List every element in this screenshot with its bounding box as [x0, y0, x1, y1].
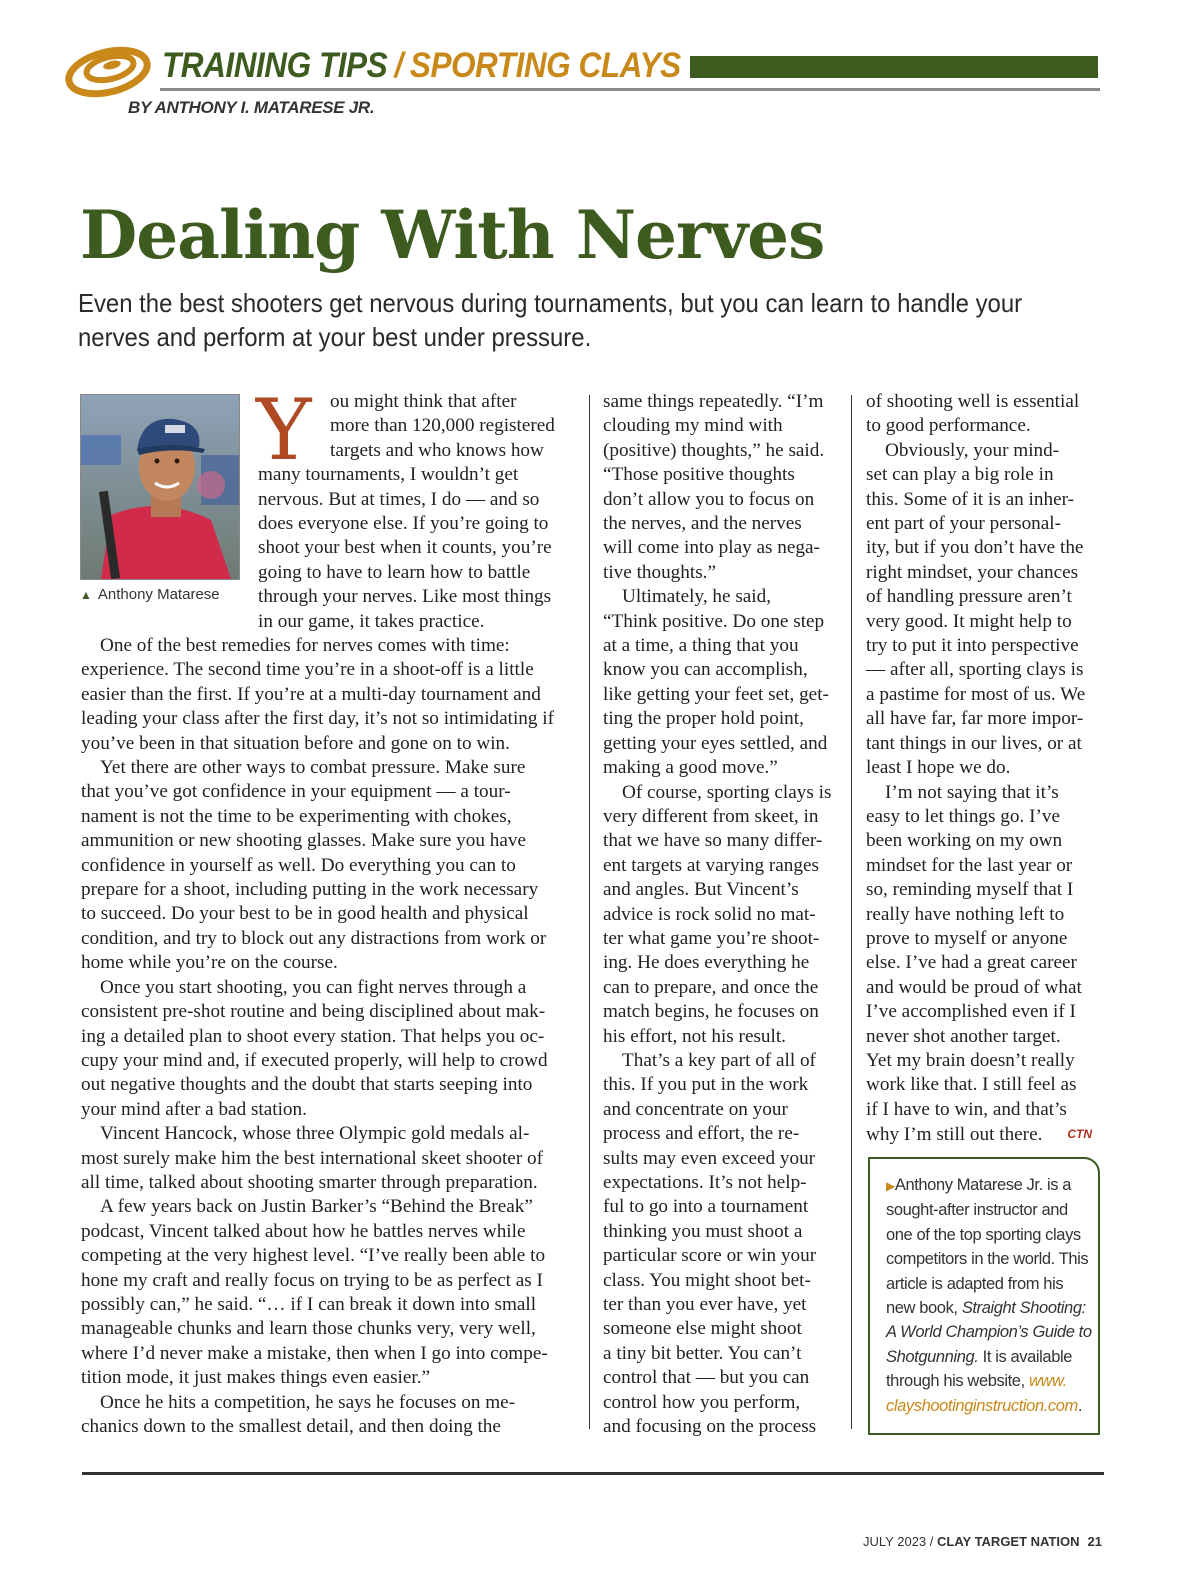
- text-line: same things repeatedly. “I’m: [603, 391, 824, 412]
- website-link[interactable]: www.: [1028, 1372, 1067, 1391]
- text-line: tant things in our lives, or at: [866, 732, 1082, 754]
- book-title: A World Champion’s Guide to: [886, 1323, 1092, 1342]
- text-line: right mindset, your chances: [866, 561, 1079, 583]
- text-line: ing a detailed plan to shoot every station. That helps you oc-: [81, 1025, 545, 1047]
- paragraph: [866, 439, 1106, 781]
- section-heading: [162, 46, 681, 86]
- text-line: prove to myself or anyone: [866, 927, 1068, 949]
- text-line: to succeed. Do your best to be in good health and physical: [81, 903, 529, 925]
- text-line: to good performance.: [866, 415, 1031, 437]
- text-line: Vincent Hancock, whose three Olympic gold medals al-: [100, 1123, 530, 1145]
- text-line: of handling pressure aren’t: [866, 586, 1072, 608]
- text-line: ent part of your personal-: [866, 513, 1062, 535]
- text-line: ter what game you’re shoot-: [603, 927, 820, 949]
- text-line: been working on my own: [866, 830, 1063, 852]
- book-title: Straight Shooting:: [961, 1299, 1086, 1318]
- text-line: podcast, Vincent talked about how he battles nerves while: [81, 1220, 526, 1242]
- header-bar: [690, 56, 1098, 78]
- text-line: of shooting well is essential: [866, 391, 1080, 412]
- text-line: shoot your best when it counts, you’re: [258, 537, 552, 559]
- text-line: least I hope we do.: [866, 757, 1011, 779]
- text-line: ou might think that after: [330, 391, 517, 412]
- section-separator: /: [394, 46, 403, 85]
- bio-line: [886, 1369, 1084, 1393]
- text-line: that we have so many differ-: [603, 830, 823, 852]
- paragraph: [866, 390, 1106, 439]
- bio-line: article is adapted from his: [886, 1274, 1064, 1293]
- text-line: tive thoughts.”: [603, 561, 716, 583]
- column-1-body: [81, 634, 581, 1439]
- author-photo: [80, 394, 240, 580]
- bio-line: [886, 1296, 1084, 1320]
- bio-line: [886, 1345, 1084, 1369]
- text-line: — after all, sporting clays is: [866, 659, 1084, 681]
- text-line: making a good move.”: [603, 757, 778, 779]
- text-line: and focusing on the process: [603, 1416, 817, 1438]
- bio-text: It is available: [978, 1347, 1073, 1366]
- text-line: very different from skeet, in: [603, 805, 819, 827]
- column-3: [866, 390, 1106, 1148]
- paragraph: [603, 390, 843, 585]
- text-line: ity, but if you don’t have the: [866, 537, 1084, 559]
- text-line: expectations. It’s not help-: [603, 1172, 807, 1193]
- text-line: advice is rock solid no mat-: [603, 903, 816, 925]
- text-line: clouding my mind with: [603, 415, 783, 437]
- text-line: does everyone else. If you’re going to: [258, 513, 549, 535]
- drop-cap: Y: [256, 381, 312, 479]
- author-bio-box: [868, 1157, 1100, 1435]
- bio-text: Anthony Matarese Jr. is a: [894, 1176, 1072, 1194]
- text-line: else. I’ve had a great career: [866, 952, 1077, 974]
- bio-line: [886, 1173, 1084, 1198]
- bio-text: through his website,: [886, 1372, 1029, 1391]
- paragraph: [81, 976, 581, 1122]
- text-line: experience. The second time you’re in a shoot-off is a little: [81, 659, 534, 681]
- text-line: more than 120,000 registered: [330, 415, 555, 437]
- text-line: A few years back on Justin Barker’s “Behind the Break”: [100, 1196, 533, 1218]
- end-mark-logo: CTN: [1067, 1127, 1093, 1142]
- text-line: set can play a big role in: [866, 464, 1054, 486]
- text-line: sults may even exceed your: [603, 1147, 816, 1169]
- website-link[interactable]: clayshootinginstruction.com: [886, 1396, 1078, 1415]
- text-line: you’ve been in that situation before and gone on to win.: [81, 732, 510, 754]
- text-line: hone my craft and really focus on trying to be as perfect as I: [81, 1269, 543, 1291]
- text-line: easy to let things go. I’ve: [866, 805, 1060, 827]
- text-line: targets and who knows how: [330, 439, 544, 461]
- text-line: a pastime for most of us. We: [866, 683, 1086, 705]
- paragraph: [603, 1049, 843, 1440]
- article-title: Dealing With Nerves: [80, 196, 825, 274]
- magazine-name: CLAY TARGET NATION: [937, 1534, 1080, 1549]
- text-line: in our game, it takes practice.: [258, 610, 485, 632]
- text-line: possibly can,” he said. “… if I can break it down into small: [81, 1293, 537, 1315]
- text-line: (positive) thoughts,” he said.: [603, 439, 825, 461]
- text-line: competing at the very highest level. “I’ve really been able to: [81, 1245, 546, 1267]
- text-line: try to put it into perspective: [866, 635, 1079, 657]
- text-line: a tiny bit better. You can’t: [603, 1342, 802, 1364]
- caption-text: Anthony Matarese: [97, 586, 220, 603]
- text-line: many tournaments, I wouldn’t get: [258, 464, 519, 486]
- text-line: Obviously, your mind-: [885, 439, 1060, 461]
- paragraph: [256, 381, 578, 634]
- text-line: tition mode, it just makes things even easier.”: [81, 1367, 431, 1389]
- text-line: through your nerves. Like most things: [258, 586, 552, 608]
- paragraph: [81, 1391, 581, 1440]
- text-line: [847, 1122, 1106, 1147]
- article-dek: Even the best shooters get nervous during tournaments, but you can learn to handle your nerves and perform at your best under pressure.: [78, 288, 1023, 352]
- text-line: really have nothing left to: [866, 903, 1065, 925]
- text-line: going to have to learn how to battle: [258, 561, 531, 583]
- text-line: easier than the first. If you’re at a multi-day tournament and: [81, 683, 541, 705]
- paragraph: [81, 1122, 581, 1195]
- text-line: “Think positive. Do one step: [603, 610, 825, 632]
- subsection-label: SPORTING CLAYS: [409, 46, 681, 85]
- text-line: Once you start shooting, you can fight nerves through a: [100, 976, 527, 998]
- bio-text: .: [1077, 1396, 1083, 1415]
- header-rule: [160, 88, 1100, 91]
- text-line: leading your class after the first day, it’s not so intimidating if: [81, 708, 555, 730]
- section-label: TRAINING TIPS: [162, 46, 388, 85]
- text-line: I’ve accomplished even if I: [866, 1001, 1076, 1023]
- text-line: where I’d never make a mistake, then when I go into compe-: [81, 1342, 548, 1364]
- bio-triangle-icon: ▶: [886, 1179, 895, 1193]
- paragraph: [81, 756, 581, 976]
- bio-line: [886, 1320, 1092, 1344]
- text-line: process and effort, the re-: [603, 1123, 800, 1145]
- paragraph: [81, 634, 581, 756]
- bio-line: sought-after instructor and: [886, 1201, 1068, 1220]
- text-line: “Those positive thoughts: [603, 464, 795, 486]
- footer-rule: [82, 1472, 1104, 1475]
- text-line: someone else might shoot: [603, 1318, 802, 1340]
- text-line: Once he hits a competition, he says he focuses on me-: [100, 1391, 516, 1413]
- paragraph: [603, 781, 843, 1049]
- text-line: your mind after a bad station.: [81, 1098, 307, 1120]
- bio-line: competitors in the world. This: [886, 1250, 1089, 1269]
- text-line: work like that. I still feel as: [866, 1074, 1077, 1096]
- text-line: manageable chunks and learn those chunks very, very well,: [81, 1318, 536, 1340]
- text-line: confidence in yourself as well. Do everything you can to: [81, 854, 516, 876]
- text-line: out negative thoughts and the doubt that starts seeping into: [81, 1074, 533, 1096]
- text-line: and angles. But Vincent’s: [603, 879, 799, 901]
- column-2: [603, 390, 843, 1439]
- text-line: ammunition or new shooting glasses. Make sure you have: [81, 830, 526, 852]
- column-1-intro: [256, 381, 578, 634]
- text-line: Of course, sporting clays is: [622, 781, 832, 803]
- text-line: this. Some of it is an inher-: [866, 488, 1074, 510]
- text-line: like getting your feet set, get-: [603, 683, 829, 705]
- text-line: Yet there are other ways to combat pressure. Make sure: [100, 757, 526, 779]
- text-line: ter than you ever have, yet: [603, 1294, 807, 1316]
- text-line: his effort, not his result.: [603, 1025, 786, 1047]
- text-line: control that — but you can: [603, 1367, 810, 1389]
- text-line: that you’ve got confidence in your equipment — a tour-: [81, 781, 511, 803]
- bio-line: [886, 1394, 1084, 1418]
- text-line: all have far, far more impor-: [866, 708, 1084, 730]
- text-line: ing. He does everything he: [603, 952, 810, 974]
- photo-caption: [80, 586, 220, 603]
- text-line: That’s a key part of all of: [622, 1049, 816, 1071]
- text-line: most surely make him the best international skeet shooter of: [81, 1147, 543, 1169]
- text-line: match begins, he focuses on: [603, 1001, 819, 1023]
- text-line: cupy your mind and, if executed properly, will help to crowd: [81, 1049, 548, 1071]
- text-line: and concentrate on your: [603, 1098, 788, 1120]
- text-line: don’t allow you to focus on: [603, 488, 815, 510]
- text-line-content: why I’m still out there.: [866, 1124, 1043, 1146]
- text-line: will come into play as nega-: [603, 537, 820, 559]
- bio-text: new book,: [886, 1299, 962, 1318]
- text-line: and would be proud of what: [866, 976, 1082, 998]
- text-line: particular score or win your: [603, 1245, 817, 1267]
- text-line: at a time, a thing that you: [603, 635, 799, 657]
- text-line: this. If you put in the work: [603, 1074, 809, 1096]
- text-line: home while you’re on the course.: [81, 952, 338, 974]
- clay-target-logo: [62, 40, 152, 102]
- text-line: thinking you must shoot a: [603, 1220, 803, 1242]
- text-line: mindset for the last year or: [866, 854, 1073, 876]
- text-line: getting your eyes settled, and: [603, 732, 828, 754]
- text-line: know you can accomplish,: [603, 659, 808, 681]
- paragraph: [603, 585, 843, 780]
- text-line: ful to go into a tournament: [603, 1196, 809, 1218]
- text-line: never shot another target.: [866, 1025, 1061, 1047]
- text-line: class. You might shoot bet-: [603, 1269, 811, 1291]
- text-line: ting the proper hold point,: [603, 708, 804, 730]
- text-line: condition, and try to block out any distractions from work or: [81, 927, 547, 949]
- paragraph: [81, 1195, 581, 1390]
- issue-date: JULY 2023 /: [863, 1534, 937, 1549]
- text-line: so, reminding myself that I: [866, 879, 1074, 901]
- book-title: Shotgunning.: [886, 1347, 979, 1366]
- text-line: if I have to win, and that’s: [866, 1098, 1067, 1120]
- text-line: nervous. But at times, I do — and so: [258, 488, 540, 510]
- page-number: 21: [1087, 1534, 1102, 1549]
- caption-triangle-icon: ▲: [80, 588, 92, 602]
- text-line: Ultimately, he said,: [622, 586, 772, 608]
- page-folio: [863, 1534, 1102, 1549]
- text-line: chanics down to the smallest detail, and then doing the: [81, 1416, 501, 1437]
- text-line: ent targets at varying ranges: [603, 854, 819, 876]
- text-line: very good. It might help to: [866, 610, 1072, 632]
- text-line: consistent pre-shot routine and being disciplined about mak-: [81, 1001, 546, 1023]
- text-line: control how you perform,: [603, 1391, 801, 1413]
- paragraph: [866, 781, 1106, 1148]
- bio-line: one of the top sporting clays: [886, 1225, 1081, 1244]
- text-line: prepare for a shoot, including putting in the work necessary: [81, 879, 539, 901]
- text-line: all time, talked about shooting smarter through preparation.: [81, 1171, 538, 1193]
- text-line: can to prepare, and once the: [603, 976, 819, 998]
- text-line: Yet my brain doesn’t really: [866, 1049, 1075, 1071]
- text-line: One of the best remedies for nerves comes with time:: [100, 635, 510, 656]
- text-line: I’m not saying that it’s: [885, 781, 1059, 803]
- text-line: the nerves, and the nerves: [603, 513, 802, 535]
- byline: BY ANTHONY I. MATARESE JR.: [128, 98, 375, 117]
- text-line: nament is not the time to be experimenting with chokes,: [81, 805, 512, 827]
